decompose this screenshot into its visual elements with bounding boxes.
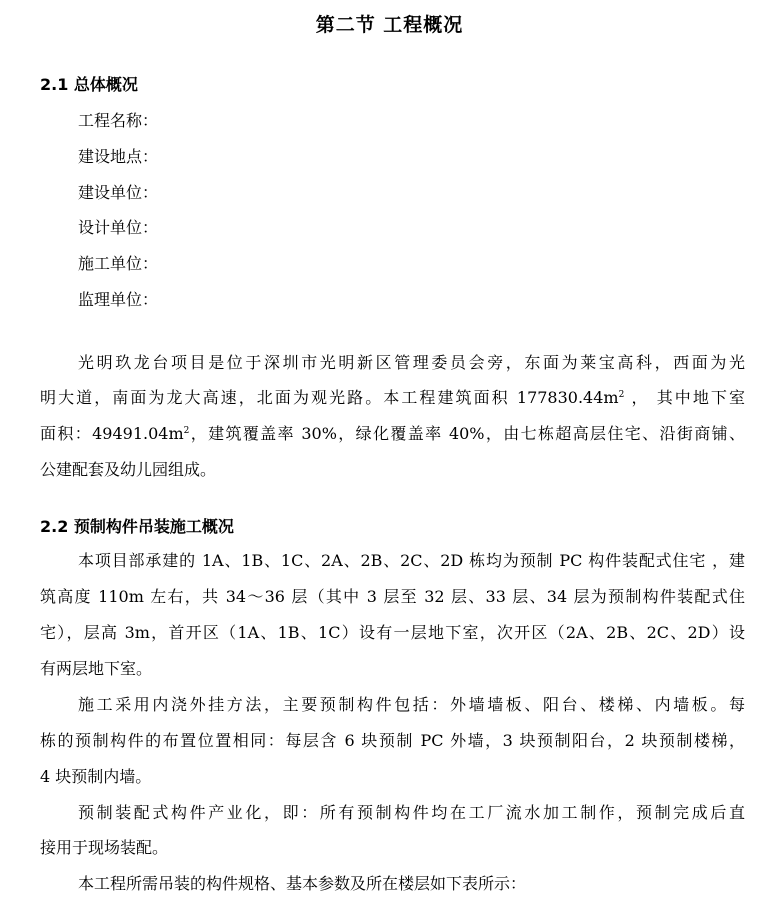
prefab-paragraph-line: 有两层地下室。 — [40, 659, 153, 678]
table-intro-line: 本工程所需吊装的构件规格、基本参数及所在楼层如下表所示： — [78, 874, 527, 893]
prefab-paragraph-line: 宅），层高 3m，首开区（1A、1B、1C）设有一层地下室，次开区（2A、2B、2C、2D）设 — [40, 623, 745, 642]
field-developer: 建设单位： — [78, 183, 159, 202]
field-project-name: 工程名称： — [78, 111, 159, 130]
overview-paragraph-line: 光明玖龙台项目是位于深圳市光明新区管理委员会旁，东面为莱宝高科，西面为光 — [78, 353, 745, 372]
industrialization-paragraph-line: 预制装配式构件产业化，即：所有预制构件均在工厂流水加工制作，预制完成后直 — [78, 803, 745, 822]
page-title: 第二节 工程概况 — [315, 14, 464, 36]
method-paragraph-line: 4 块预制内墙。 — [40, 767, 152, 786]
prefab-paragraph-line: 筑高度 110m 左右，共 34～36 层（其中 3 层至 32 层、33 层、34 层为预制构件装配式住 — [40, 587, 745, 606]
overview-paragraph-line: 明大道，南面为龙大高速，北面为观光路。本工程建筑面积 $177830.44m^2$ ， 其中地下室 — [40, 388, 745, 407]
overview-paragraph-line: 面积：$49491.04m^2$，建筑覆盖率 30%，绿化覆盖率 40%，由七栋超高层住宅、沿街商铺、 — [40, 424, 745, 443]
method-paragraph-line: 栋的预制构件的布置位置相同：每层含 6 块预制 PC 外墙，3 块预制阳台，2 块预制楼梯， — [40, 731, 745, 750]
section-heading-prefab: 2.2 预制构件吊装施工概况 — [40, 517, 234, 536]
prefab-paragraph-line: 本项目部承建的 1A、1B、1C、2A、2B、2C、2D 栋均为预制 PC 构件装配式住宅 ，建 — [78, 551, 745, 570]
field-designer: 设计单位： — [78, 218, 159, 237]
section-heading-overview: 2.1 总体概况 — [40, 75, 138, 94]
field-contractor: 施工单位： — [78, 254, 159, 273]
overview-paragraph-line: 公建配套及幼儿园组成。 — [40, 460, 217, 479]
field-supervisor: 监理单位： — [78, 290, 159, 309]
industrialization-paragraph-line: 接用于现场装配。 — [40, 838, 169, 857]
method-paragraph-line: 施工采用内浇外挂方法，主要预制构件包括：外墙墙板、阳台、楼梯、内墙板。每 — [78, 695, 745, 714]
field-construction-site: 建设地点： — [78, 147, 159, 166]
